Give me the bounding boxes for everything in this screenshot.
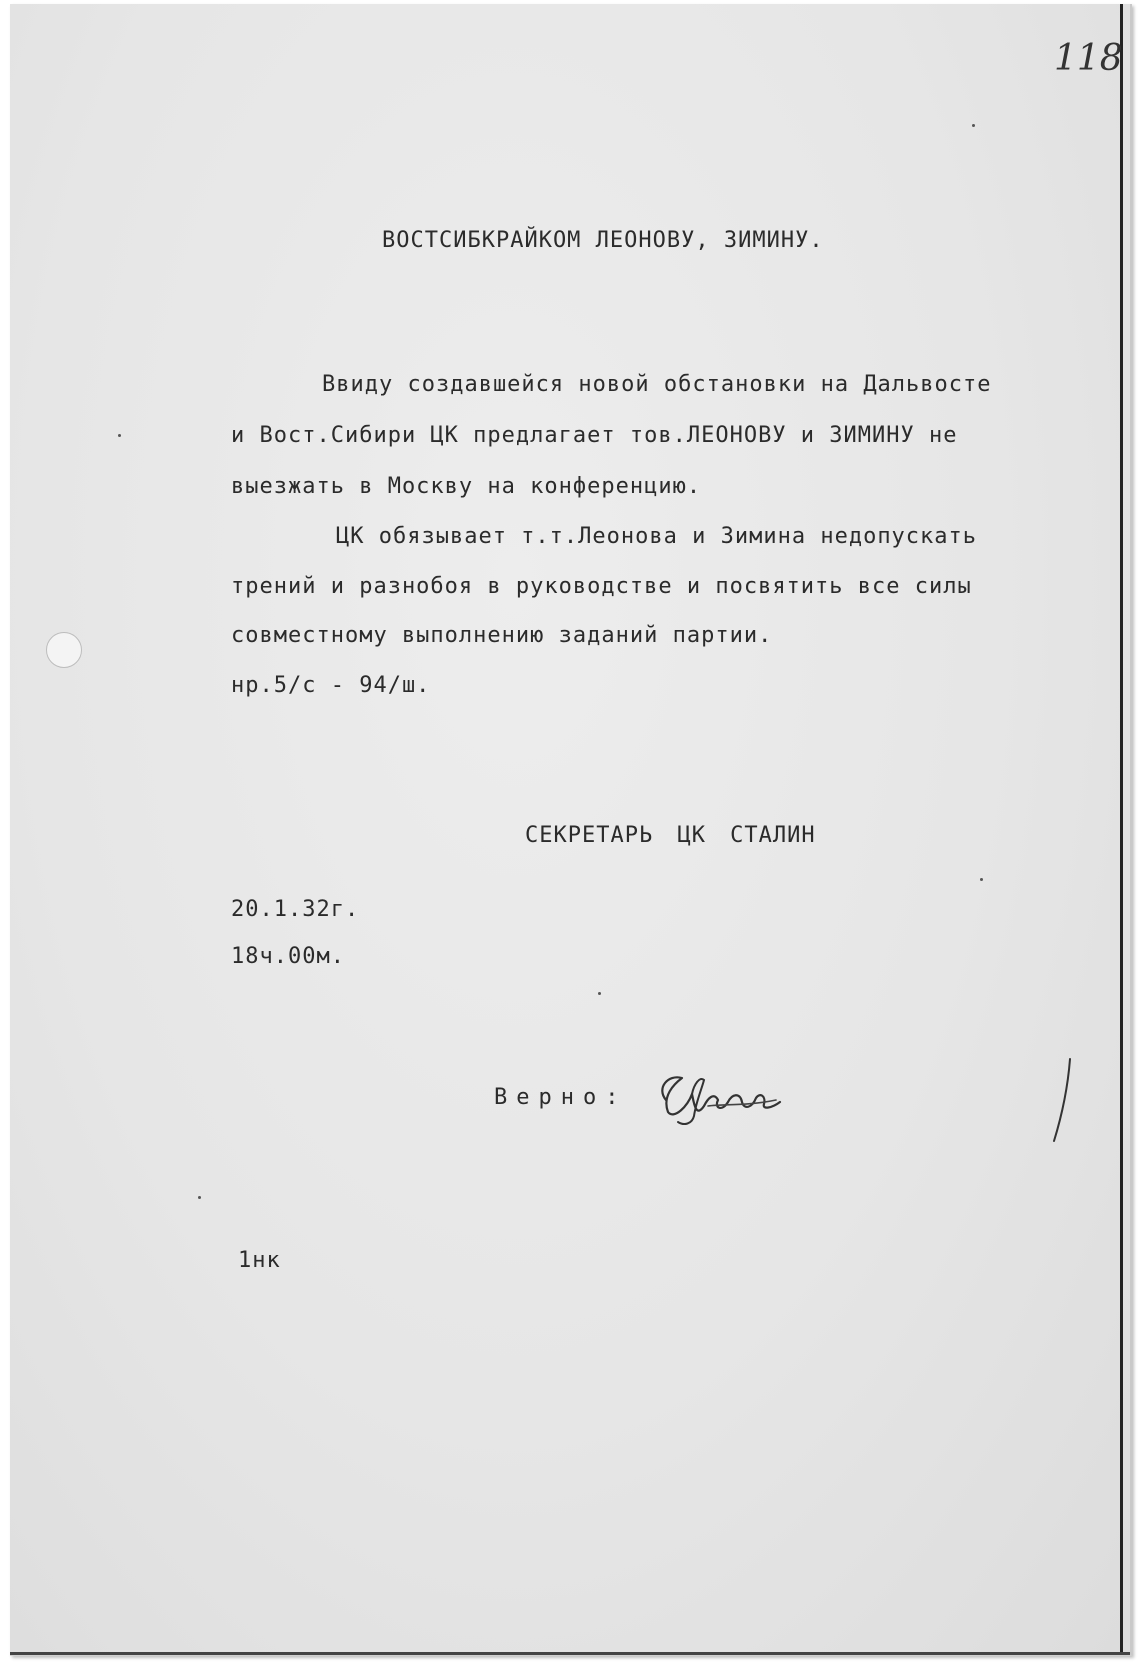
document-time: 18ч.00м. xyxy=(231,944,345,969)
paragraph1-line1: Ввиду создавшейся новой обстановки на Дальвосте xyxy=(322,372,992,397)
reference-number: нр.5/с - 94/ш. xyxy=(231,673,431,698)
margin-tick-mark xyxy=(1048,1055,1078,1145)
paper-speck xyxy=(972,124,975,127)
document-date: 20.1.32г. xyxy=(231,897,360,922)
paragraph2-line3: совместному выполнению заданий партии. xyxy=(231,623,773,648)
paragraph1-line3: выезжать в Москву на конференцию. xyxy=(231,474,702,499)
paragraph1-line2: и Вост.Сибири ЦК предлагает тов.ЛЕОНОВУ и ЗИМИНУ не xyxy=(231,423,958,448)
paper-speck xyxy=(598,992,601,995)
document-code: 1нк xyxy=(238,1248,281,1273)
paragraph2-line1: ЦК обязывает т.т.Леонова и Зимина недопускать xyxy=(336,524,978,549)
signature-line: СЕКРЕТАРЬ ЦК СТАЛИН xyxy=(525,823,816,848)
verified-label: Верно: xyxy=(494,1085,628,1110)
page-number: 118 xyxy=(1054,38,1123,79)
paper-speck xyxy=(980,878,983,881)
paper-speck xyxy=(198,1196,201,1199)
sheet-edge-bottom xyxy=(10,1652,1130,1655)
paper-speck xyxy=(118,434,121,437)
handwritten-signature xyxy=(648,1062,788,1132)
sheet-edge-right xyxy=(1120,4,1123,1654)
document-heading: ВОСТСИБКРАЙКОМ ЛЕОНОВУ, ЗИМИНУ. xyxy=(382,228,824,253)
punch-hole xyxy=(46,632,82,668)
paragraph2-line2: трений и разнобоя в руководстве и посвятить все силы xyxy=(231,574,972,599)
